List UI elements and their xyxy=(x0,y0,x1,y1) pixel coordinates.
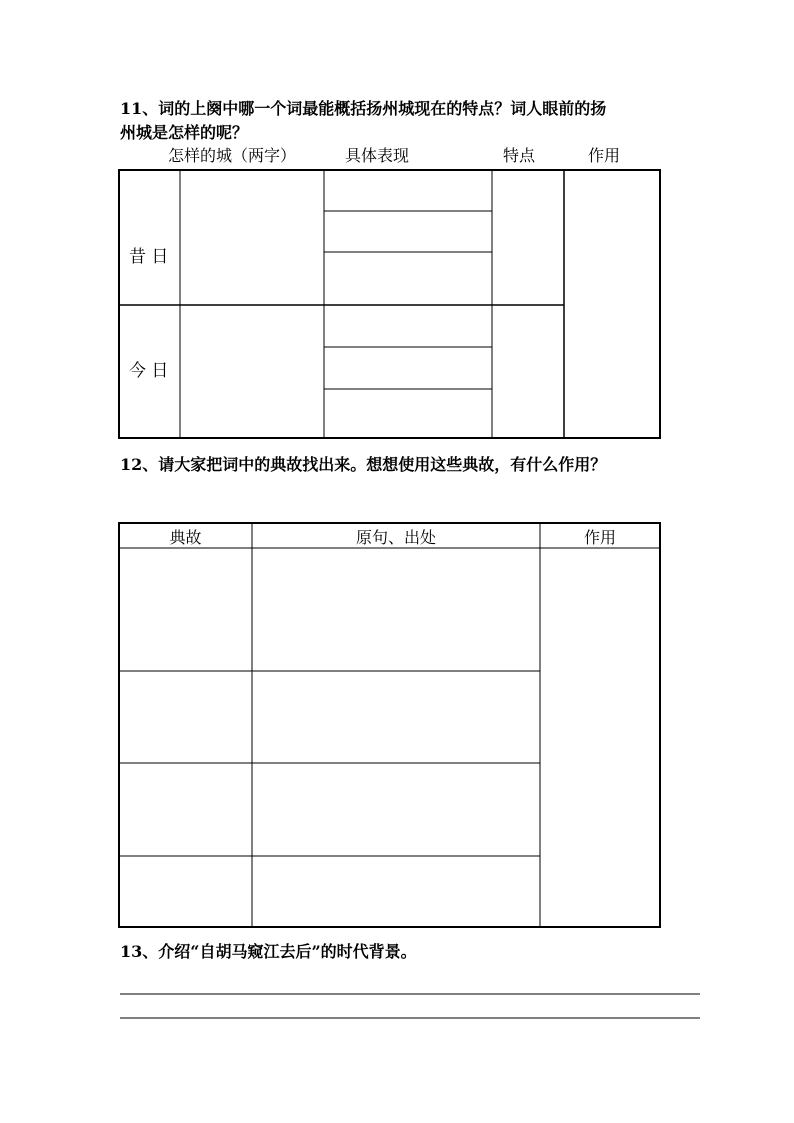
q11-row-now: 今 日 xyxy=(129,361,169,381)
q11-header-city: 怎样的城（两字） xyxy=(168,146,297,165)
q12-header-effect: 作用 xyxy=(583,528,616,547)
q12-header-source: 原句、出处 xyxy=(355,528,436,547)
q12-header-allusion: 典故 xyxy=(169,528,202,547)
q11-header-feature: 特点 xyxy=(503,146,536,165)
q11-row-past: 昔 日 xyxy=(129,247,169,267)
q13-text: 13、介绍“自胡马窥江去后”的时代背景。 xyxy=(120,942,417,961)
q11-header-detail: 具体表现 xyxy=(345,146,410,165)
q11-line1: 11、词的上阕中哪一个词最能概括扬州城现在的特点？词人眼前的扬 xyxy=(120,99,607,118)
q11-header-effect: 作用 xyxy=(588,146,621,165)
q12-text: 12、请大家把词中的典故找出来。想想使用这些典故，有什么作用？ xyxy=(120,455,607,474)
q11-line2: 州城是怎样的呢？ xyxy=(120,123,249,142)
